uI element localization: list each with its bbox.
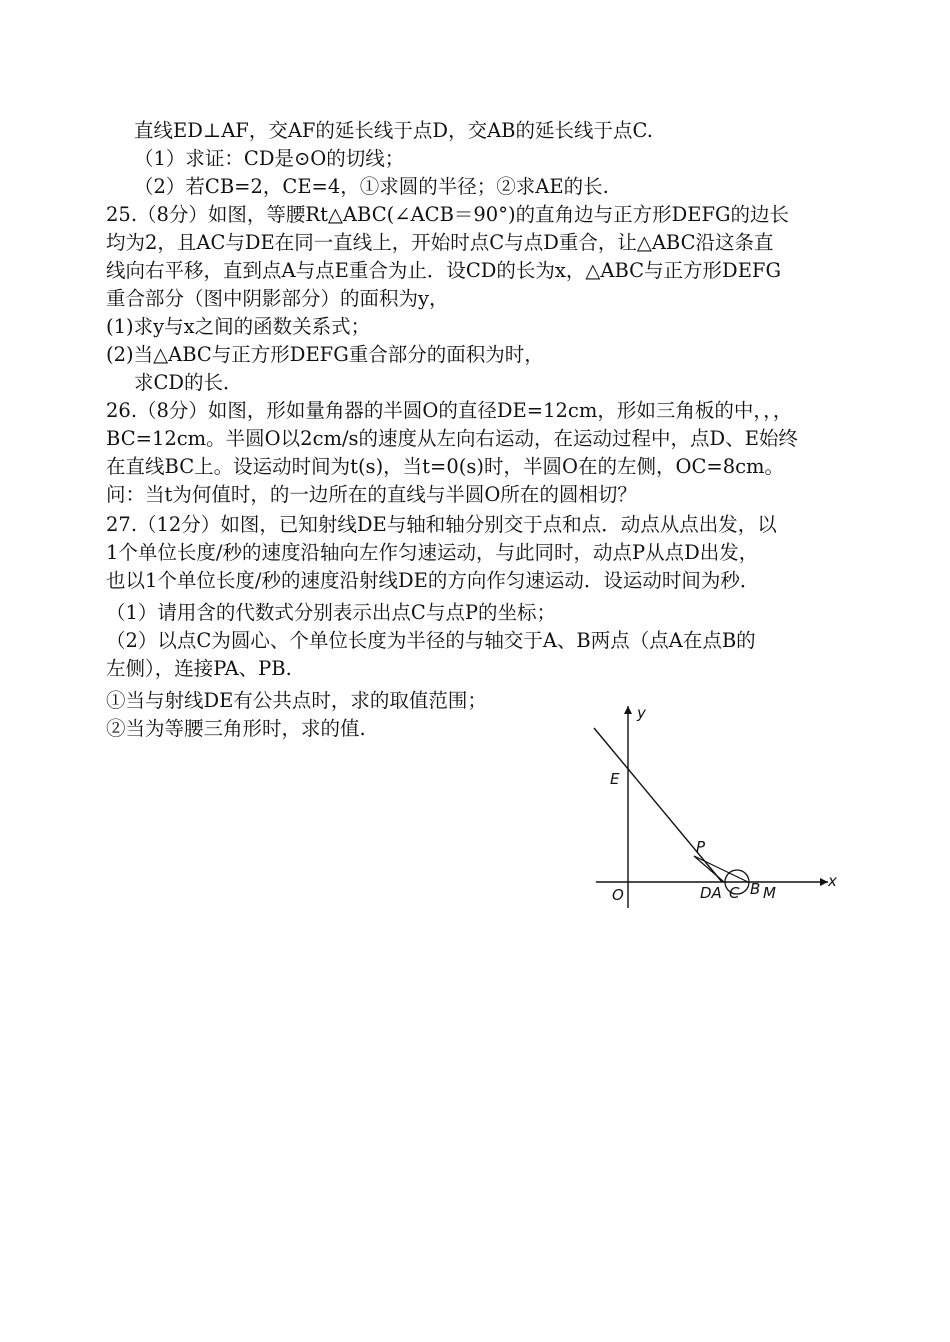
- label-e: E: [610, 770, 620, 788]
- segment-pa: [694, 856, 724, 882]
- problem-26-line-4: 问：当t为何值时，的一边所在的直线与半圆O所在的圆相切？: [106, 483, 637, 506]
- problem-25-line-4: 重合部分（图中阴影部分）的面积为y，: [106, 287, 449, 310]
- coordinate-figure: [590, 700, 840, 920]
- problem-26-line-3: 在直线BC上。设运动时间为t(s)，当t=0(s)时，半圆O在的左侧，OC=8cm。: [106, 455, 785, 478]
- label-o: O: [612, 886, 624, 904]
- problem-27-sub-1: ①当与射线DE有公共点时，求的取值范围；: [106, 689, 487, 712]
- problem-25-line-3: 线向右平移，直到点A与点E重合为止．设CD的长为x，△ABC与正方形DEFG: [106, 259, 782, 282]
- problem-25-line-2: 均为2，且AC与DE在同一直线上，开始时点C与点D重合，让△ABC沿这条直: [106, 231, 774, 254]
- problem-27-part-2: （2）以点C为圆心、个单位长度为半径的与轴交于A、B两点（点A在点B的: [106, 629, 756, 652]
- label-m: M: [763, 884, 776, 902]
- problem-25-part-2-cont: 求CD的长．: [134, 371, 243, 394]
- label-b: B: [750, 880, 761, 898]
- problem-26-line-1: 26.（8分）如图，形如量角器的半圆O的直径DE=12cm，形如三角板的中，，，: [106, 399, 793, 422]
- problem-27-line-1: 27.（12分）如图，已知射线DE与轴和轴分别交于点和点．动点从点出发，以: [106, 513, 777, 536]
- segment-pb: [694, 856, 748, 882]
- text-line-3: （2）若CB=2，CE=4，①求圆的半径；②求AE的长.: [134, 175, 609, 198]
- problem-27-part-2-cont: 左侧），连接PA、PB.: [106, 657, 292, 680]
- text-line-2: （1）求证：CD是⊙O的切线；: [134, 147, 405, 170]
- problem-27-part-1: （1）请用含的代数式分别表示出点C与点P的坐标；: [106, 601, 556, 624]
- label-y: y: [637, 704, 646, 722]
- label-p: P: [696, 838, 706, 856]
- ray-de: [594, 728, 722, 882]
- figure-svg: [590, 700, 840, 920]
- problem-27-line-2: 1个单位长度/秒的速度沿轴向左作匀速运动，与此同时，动点P从点D出发，: [106, 541, 759, 564]
- problem-25-part-1: (1)求y与x之间的函数关系式；: [106, 315, 371, 338]
- text-line-1: 直线ED⊥AF，交AF的延长线于点D，交AB的延长线于点C.: [134, 119, 653, 142]
- label-x: x: [828, 872, 837, 890]
- problem-26-line-2: BC=12cm。半圆O以2cm/s的速度从左向右运动，在运动过程中，点D、E始终: [106, 427, 798, 450]
- label-da: DA: [700, 884, 722, 902]
- problem-27-line-3: 也以1个单位长度/秒的速度沿射线DE的方向作匀速运动．设运动时间为秒．: [106, 569, 760, 592]
- problem-25-line-1: 25.（8分）如图，等腰Rt△ABC(∠ACB＝90°)的直角边与正方形DEFG的边长: [106, 203, 790, 226]
- label-c: C: [729, 884, 740, 902]
- problem-25-part-2: (2)当△ABC与正方形DEFG重合部分的面积为时，: [106, 343, 544, 366]
- problem-27-sub-2: ②当为等腰三角形时，求的值.: [106, 717, 366, 740]
